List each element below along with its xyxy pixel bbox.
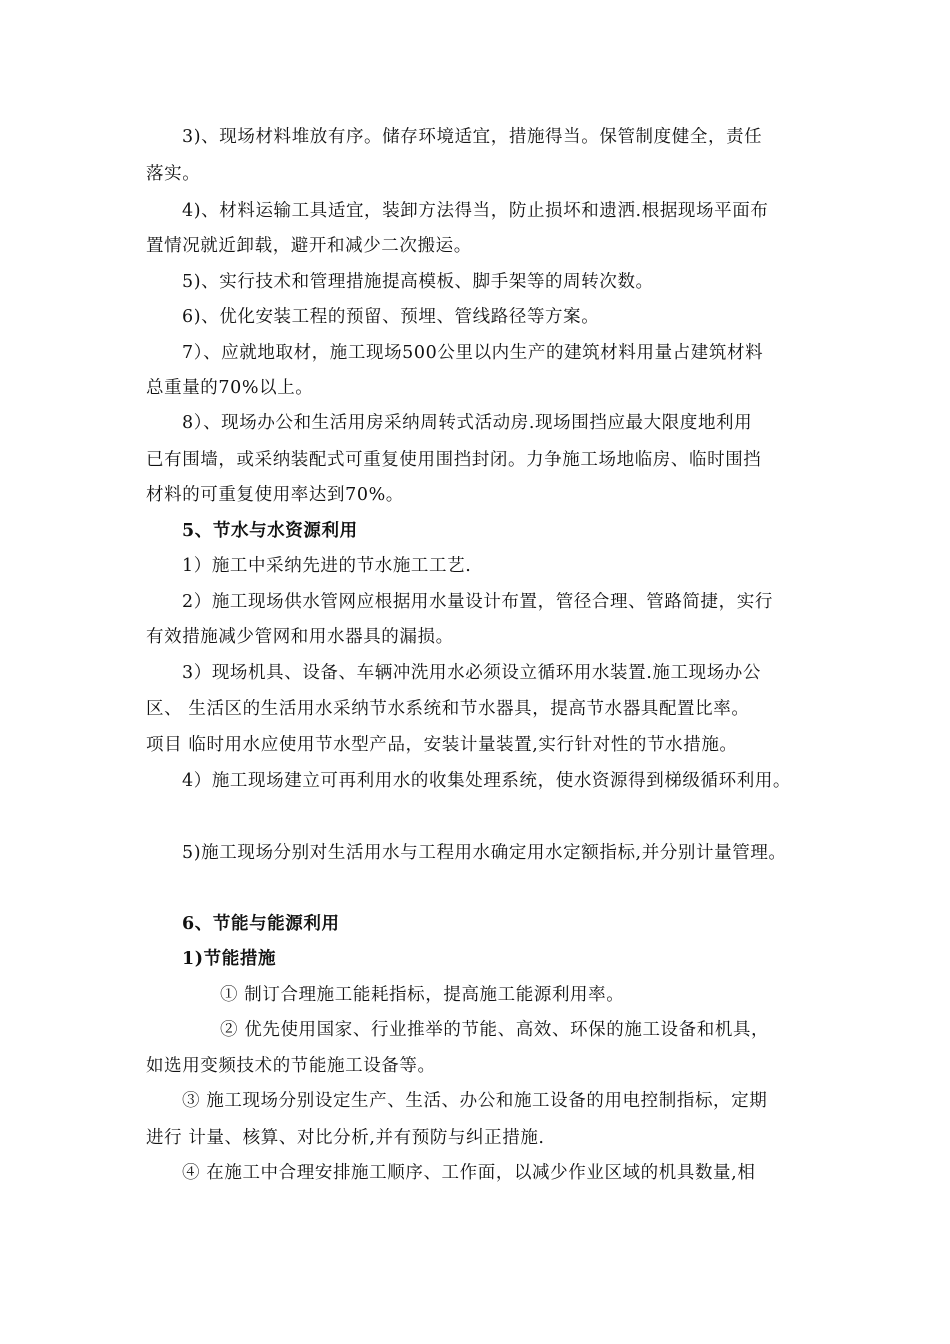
text-line: ① 制订合理施工能耗指标，提高施工能源利用率。	[220, 985, 625, 1005]
text-line: 6)、优化安装工程的预留、预埋、管线路径等方案。	[182, 307, 600, 327]
text-line: 5)、实行技术和管理措施提高模板、脚手架等的周转次数。	[182, 272, 654, 292]
text-line: 3)、现场材料堆放有序。储存环境适宜，措施得当。保管制度健全，责任	[182, 127, 763, 147]
text-line: 1）施工中采纳先进的节水施工工艺.	[182, 556, 472, 576]
text-line: 7）、应就地取材，施工现场500公里以内生产的建筑材料用量占建筑材料	[182, 343, 764, 363]
text-line: 有效措施减少管网和用水器具的漏损。	[146, 627, 454, 647]
text-line: ④ 在施工中合理安排施工顺序、工作面，以减少作业区域的机具数量,相	[182, 1163, 756, 1183]
text-line: 4)、材料运输工具适宜，装卸方法得当，防止损坏和遗洒.根据现场平面布	[182, 201, 769, 221]
text-line: 置情况就近卸载，避开和减少二次搬运。	[146, 236, 472, 256]
text-line: 项目 临时用水应使用节水型产品，安装计量装置,实行针对性的节水措施。	[146, 735, 738, 755]
section-heading: 5、节水与水资源利用	[182, 521, 358, 541]
text-line: 如选用变频技术的节能施工设备等。	[146, 1056, 436, 1076]
text-line: 落实。	[146, 164, 201, 184]
text-line: 5)施工现场分别对生活用水与工程用水确定用水定额指标,并分别计量管理。	[182, 843, 787, 863]
text-line: 已有围墙，或采纳装配式可重复使用围挡封闭。力争施工场地临房、临时围挡	[146, 450, 762, 470]
text-line: 区、 生活区的生活用水采纳节水系统和节水器具，提高节水器具配置比率。	[146, 699, 750, 719]
text-line: ③ 施工现场分别设定生产、生活、办公和施工设备的用电控制指标，定期	[182, 1091, 768, 1111]
text-line: 3）现场机具、设备、车辆冲洗用水必须设立循环用水装置.施工现场办公	[182, 663, 761, 683]
text-line: 总重量的70%以上。	[146, 378, 314, 398]
text-line: 4）施工现场建立可再利用水的收集处理系统，使水资源得到梯级循环利用。	[182, 771, 792, 791]
text-line: 进行 计量、核算、对比分析,并有预防与纠正措施.	[146, 1128, 545, 1148]
text-line: 8）、现场办公和生活用房采纳周转式活动房.现场围挡应最大限度地利用	[182, 413, 753, 433]
subsection-heading: 1)节能措施	[182, 949, 277, 969]
text-line: 2）施工现场供水管网应根据用水量设计布置，管径合理、管路简捷，实行	[182, 592, 773, 612]
text-line: 材料的可重复使用率达到70%。	[146, 485, 404, 505]
text-line: ② 优先使用国家、行业推举的节能、高效、环保的施工设备和机具，	[220, 1020, 770, 1040]
section-heading: 6、节能与能源利用	[182, 914, 340, 934]
